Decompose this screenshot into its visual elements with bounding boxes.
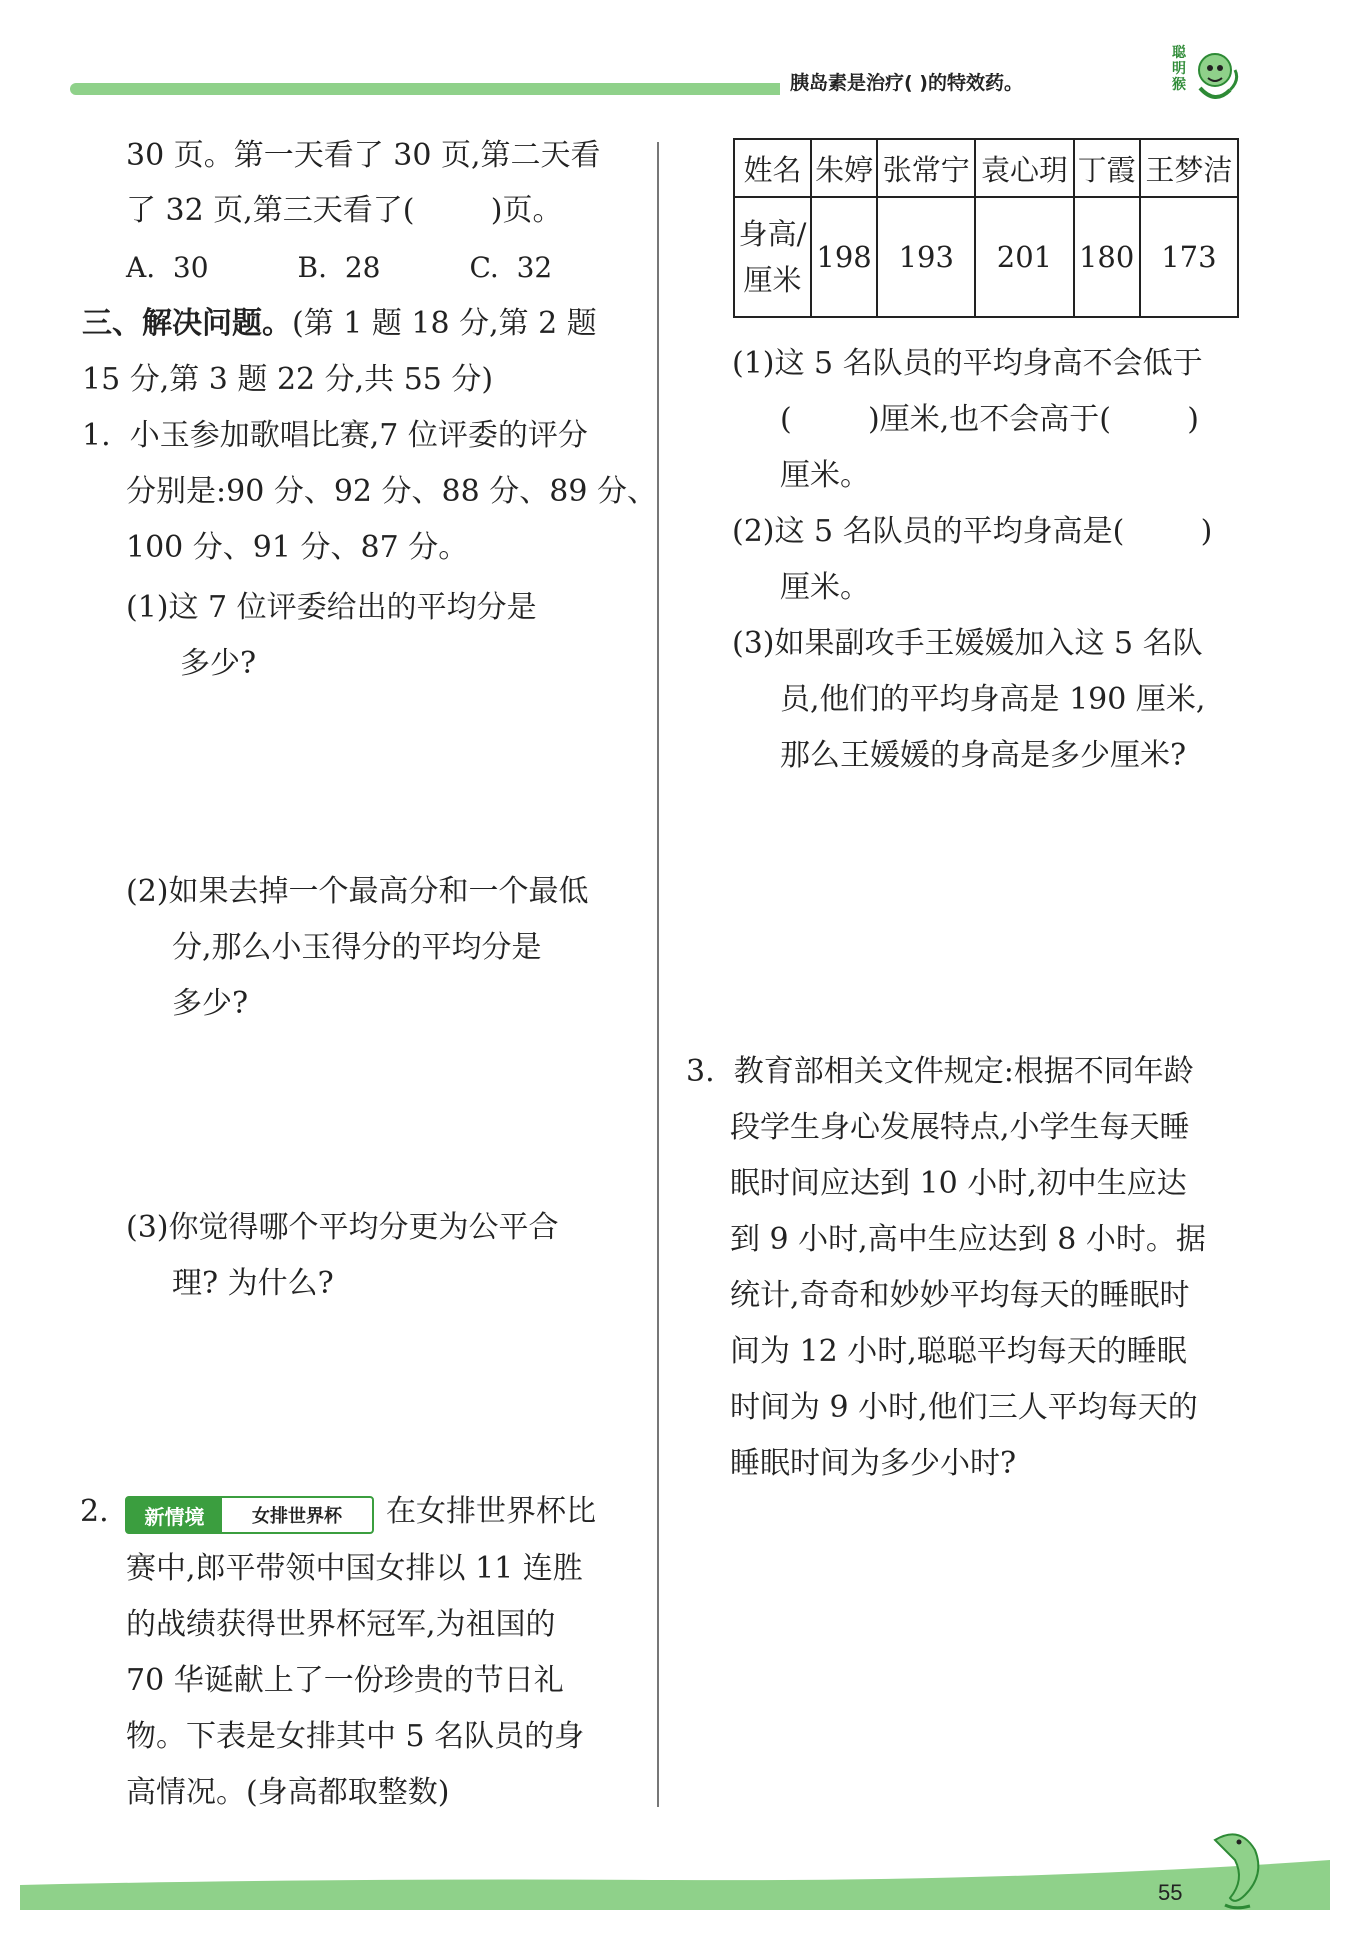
q2-sub3-line-2: 员,他们的平均身高是 190 厘米, bbox=[780, 682, 1206, 717]
header-fact: 胰岛素是治疗( )的特效药。 bbox=[780, 68, 1170, 98]
q1-sub3-line-2: 理? 为什么? bbox=[172, 1266, 334, 1301]
q2-sub2-line-2: 厘米。 bbox=[780, 570, 870, 605]
q3-line-4: 到 9 小时,高中生应达到 8 小时。据 bbox=[730, 1222, 1206, 1257]
q1-sub1-line-2: 多少? bbox=[180, 646, 257, 681]
height-label-line-1: 身高/ bbox=[738, 217, 807, 251]
height-label-line-2: 厘米 bbox=[743, 263, 802, 297]
q3-line-1: 3. 教育部相关文件规定:根据不同年龄 bbox=[686, 1054, 1194, 1089]
table-cell-height: 180 bbox=[1074, 197, 1140, 317]
q1-line-1: 1. 小玉参加歌唱比赛,7 位评委的评分 bbox=[82, 418, 588, 453]
q2-line-4: 70 华诞献上了一份珍贵的节日礼 bbox=[126, 1663, 564, 1698]
q3-line-2: 段学生身心发展特点,小学生每天睡 bbox=[730, 1110, 1190, 1145]
q1-line-3: 100 分、91 分、87 分。 bbox=[126, 530, 469, 565]
table-header-height bbox=[734, 197, 811, 317]
footer-wave-band bbox=[20, 1850, 1330, 1910]
prev-question-line-1: 30 页。第一天看了 30 页,第二天看 bbox=[126, 138, 601, 173]
q2-sub1-line-2: ( )厘米,也不会高于( ) bbox=[780, 402, 1199, 437]
q2-line-1: 在女排世界杯比 bbox=[386, 1494, 596, 1529]
section-note-1: (第 1 题 18 分,第 2 题 bbox=[292, 306, 597, 341]
q2-sub2-line-1: (2)这 5 名队员的平均身高是( ) bbox=[732, 514, 1213, 549]
q2-sub1-line-3: 厘米。 bbox=[780, 458, 870, 493]
q3-line-8: 睡眠时间为多少小时? bbox=[730, 1446, 1017, 1481]
dolphin-icon bbox=[1195, 1820, 1275, 1915]
table-row bbox=[734, 139, 1238, 197]
section-note-2: 15 分,第 3 题 22 分,共 55 分) bbox=[82, 362, 494, 397]
q3-line-7: 时间为 9 小时,他们三人平均每天的 bbox=[730, 1390, 1198, 1425]
table-cell-name: 王梦洁 bbox=[1140, 139, 1238, 197]
player-height-table bbox=[733, 138, 1239, 318]
q2-line-6: 高情况。(身高都取整数) bbox=[126, 1775, 450, 1810]
tag-label-new-context: 新情境 bbox=[127, 1498, 222, 1532]
table-cell-name: 丁霞 bbox=[1074, 139, 1140, 197]
q3-line-3: 眠时间应达到 10 小时,初中生应达 bbox=[730, 1166, 1187, 1201]
mascot-label: 聪明猴 bbox=[1172, 45, 1186, 93]
q1-sub1-line-1: (1)这 7 位评委给出的平均分是 bbox=[126, 590, 537, 625]
q3-line-6: 间为 12 小时,聪聪平均每天的睡眠 bbox=[730, 1334, 1187, 1369]
q2-number: 2. bbox=[80, 1494, 109, 1529]
q1-sub2-line-2: 分,那么小玉得分的平均分是 bbox=[172, 930, 542, 965]
table-cell-height: 173 bbox=[1140, 197, 1238, 317]
section-title-line-1 bbox=[82, 296, 597, 351]
prev-question-line-2: 了 32 页,第三天看了( )页。 bbox=[126, 193, 563, 228]
table-cell-height: 198 bbox=[811, 197, 877, 317]
table-cell-name: 袁心玥 bbox=[975, 139, 1073, 197]
page-number: 55 bbox=[1158, 1880, 1183, 1905]
q2-sub1-line-1: (1)这 5 名队员的平均身高不会低于 bbox=[732, 346, 1203, 381]
new-context-tag bbox=[125, 1496, 374, 1534]
table-cell-name: 张常宁 bbox=[877, 139, 975, 197]
table-row bbox=[734, 197, 1238, 317]
table-header-name: 姓名 bbox=[734, 139, 811, 197]
table-cell-height: 193 bbox=[877, 197, 975, 317]
q3-line-5: 统计,奇奇和妙妙平均每天的睡眠时 bbox=[730, 1278, 1190, 1313]
q1-sub3-line-1: (3)你觉得哪个平均分更为公平合 bbox=[126, 1210, 559, 1245]
q2-sub3-line-3: 那么王媛媛的身高是多少厘米? bbox=[780, 738, 1187, 773]
section-title: 三、解决问题。 bbox=[82, 306, 292, 341]
column-divider bbox=[657, 142, 659, 1807]
q2-line-5: 物。下表是女排其中 5 名队员的身 bbox=[126, 1719, 585, 1754]
q2-line-2: 赛中,郎平带领中国女排以 11 连胜 bbox=[126, 1551, 583, 1586]
prev-question-options: A. 30 B. 28 C. 32 bbox=[126, 251, 553, 284]
q1-sub2-line-3: 多少? bbox=[172, 986, 249, 1021]
q2-line-3: 的战绩获得世界杯冠军,为祖国的 bbox=[126, 1607, 556, 1642]
q1-sub2-line-1: (2)如果去掉一个最高分和一个最低 bbox=[126, 874, 589, 909]
table-cell-height: 201 bbox=[975, 197, 1073, 317]
q1-line-2: 分别是:90 分、92 分、88 分、89 分、 bbox=[126, 474, 657, 509]
tag-label-volleyball-cup: 女排世界杯 bbox=[252, 1506, 342, 1527]
table-cell-name: 朱婷 bbox=[811, 139, 877, 197]
q2-sub3-line-1: (3)如果副攻手王媛媛加入这 5 名队 bbox=[732, 626, 1203, 661]
